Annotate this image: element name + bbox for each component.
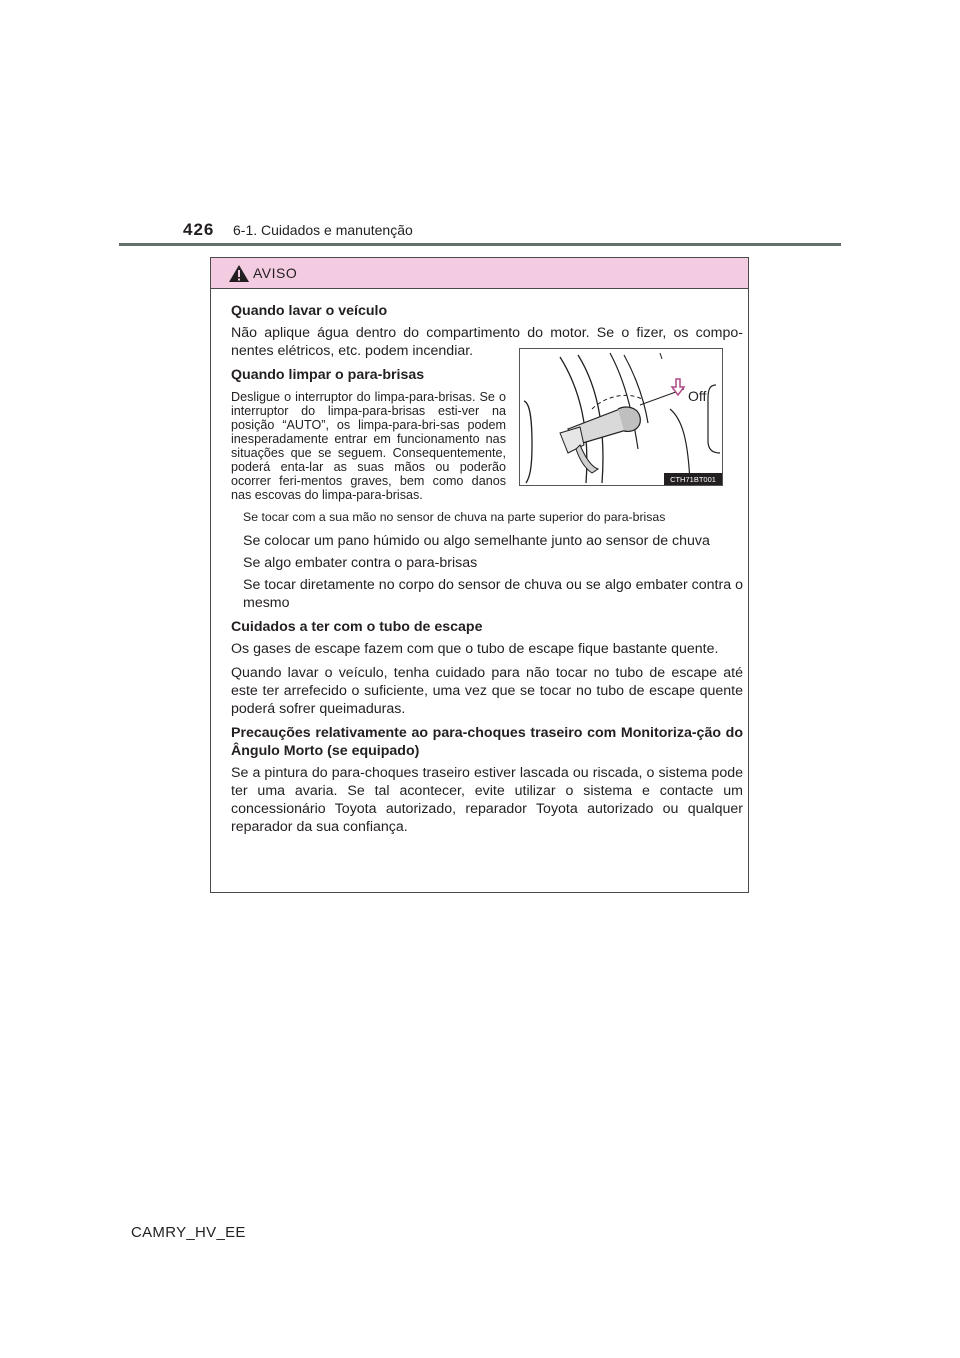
warning-triangle-icon <box>228 264 250 283</box>
exhaust-heading: Cuidados a ter com o tubo de escape <box>231 619 483 635</box>
washing-heading: Quando lavar o veículo <box>231 303 388 319</box>
wiper-lever-illustration <box>519 348 723 486</box>
bullet-item: Se tocar com a sua mão no sensor de chuva na parte superior do para-brisas <box>243 510 666 524</box>
washing-text: Não aplique água dentro do compartimento do motor. Se o fizer, os compo-nentes elétricos, etc. podem incendiar. <box>231 325 743 359</box>
header-rule <box>119 243 841 246</box>
off-label: Off <box>688 388 707 404</box>
figure-code: CTH71BT001 <box>670 475 716 484</box>
warning-box <box>210 257 749 893</box>
warning-header <box>211 258 748 289</box>
bullet-item: Se algo embater contra o para-brisas <box>243 555 478 571</box>
bumper-text: Se a pintura do para-choques traseiro estiver lascada ou riscada, o sistema pode ter uma avaria. Se tal acontecer, evite utilizar o sistema e contacte um concessionário Toyota autorizado, reparador Toyota autorizado ou qualquer reparador da sua confiança. <box>231 765 743 835</box>
model-code: CAMRY_HV_EE <box>131 1224 246 1241</box>
bumper-heading: Precauções relativamente ao para-choques traseiro com Monitoriza-ção do Ângulo Morto (se equipado) <box>231 725 743 759</box>
section-title: 6-1. Cuidados e manutenção <box>233 222 413 238</box>
exhaust-text-2: Quando lavar o veículo, tenha cuidado para não tocar no tubo de escape até este ter arrefecido o suficiente, uma vez que se tocar no tubo de escape quente poderá sofrer queimaduras. <box>231 665 743 717</box>
exhaust-text-1: Os gases de escape fazem com que o tubo de escape fique bastante quente. <box>231 641 719 657</box>
bullet-item: Se tocar diretamente no corpo do sensor de chuva ou se algo embater contra o mesmo <box>243 577 743 611</box>
warning-title: AVISO <box>253 265 298 281</box>
windshield-heading: Quando limpar o para-brisas <box>231 367 425 383</box>
windshield-text: Desligue o interruptor do limpa-para-brisas. Se o interruptor do limpa-para-brisas esti-ver na posição “AUTO”, os limpa-para-bri-sas podem inesperadamente entrar em funcionamento nas situações que se seguem. Consequentemente, poderá enta-lar as suas mãos ou poderão ocorrer feri-mentos graves, bem como danos nas escovas do limpa-para-brisas. <box>231 390 506 502</box>
page-number: 426 <box>183 220 215 239</box>
bullet-item: Se colocar um pano húmido ou algo semelhante junto ao sensor de chuva <box>243 533 710 549</box>
